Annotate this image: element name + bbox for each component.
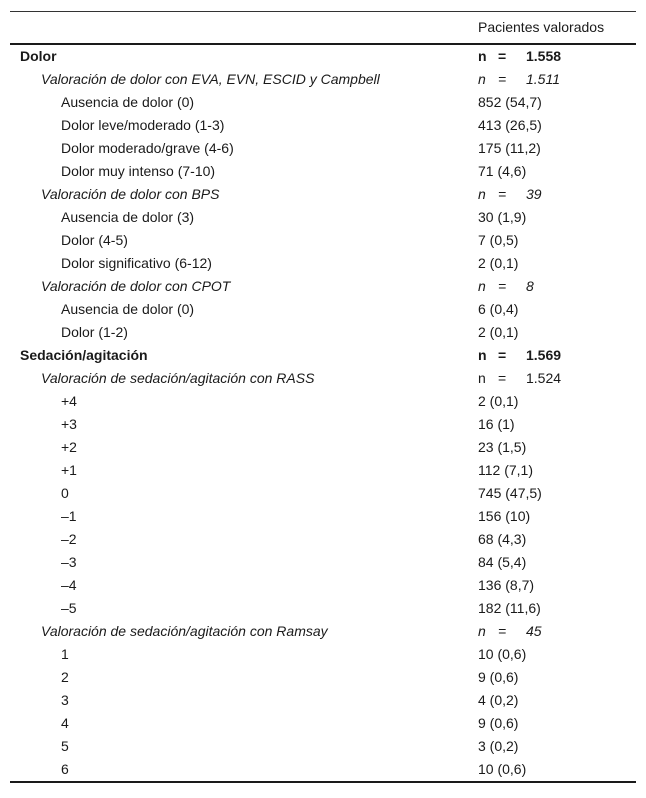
row-label: 2 (61, 669, 69, 685)
row-value (476, 183, 636, 206)
row-value: 175 (11,2) (478, 140, 541, 156)
row-label: 1 (61, 646, 69, 662)
table-row (10, 712, 636, 735)
row-value: 71 (4,6) (478, 163, 527, 179)
equals-symbol: = (498, 186, 507, 202)
equals-symbol: = (498, 370, 507, 386)
row-label: 4 (61, 715, 69, 731)
row-value: 182 (11,6) (478, 600, 541, 616)
n-count: 39 (526, 186, 542, 202)
table-row (10, 298, 636, 321)
row-value: 68 (4,3) (478, 531, 527, 547)
row-value: 852 (54,7) (478, 94, 542, 110)
table-row (10, 436, 636, 459)
row-value: 16 (1) (478, 416, 515, 432)
table-row (10, 551, 636, 574)
table-row (10, 482, 636, 505)
table-row (10, 275, 636, 298)
table-row (10, 114, 636, 137)
row-value: 4 (0,2) (478, 692, 519, 708)
table-row (10, 643, 636, 666)
row-label: +2 (61, 439, 77, 455)
row-label: –2 (61, 531, 77, 547)
table-row (10, 666, 636, 689)
row-value: 156 (10) (478, 508, 531, 524)
row-value: 6 (0,4) (478, 301, 519, 317)
row-label: –4 (61, 577, 77, 593)
row-label: Dolor leve/moderado (1-3) (61, 117, 225, 133)
n-count: 1.569 (526, 347, 562, 363)
row-value: 10 (0,6) (478, 646, 527, 662)
table-row (10, 597, 636, 620)
n-symbol: n (478, 347, 487, 363)
table-row (10, 390, 636, 413)
row-value: 9 (0,6) (478, 669, 519, 685)
row-value (476, 44, 636, 68)
table-row (10, 620, 636, 643)
n-count: 1.558 (526, 48, 562, 64)
table-row (10, 344, 636, 367)
row-value: 2 (0,1) (478, 393, 519, 409)
row-value (476, 620, 636, 643)
n-symbol: n (478, 278, 486, 294)
table-row (10, 528, 636, 551)
n-symbol: n (478, 370, 486, 386)
row-label: 6 (61, 761, 69, 777)
table-row (10, 367, 636, 390)
table-row (10, 413, 636, 436)
row-value: 84 (5,4) (478, 554, 527, 570)
row-value (476, 275, 636, 298)
table-container (10, 11, 636, 783)
table-row (10, 252, 636, 275)
row-value: 30 (1,9) (478, 209, 527, 225)
table-header (10, 12, 636, 45)
equals-symbol: = (498, 623, 507, 639)
n-symbol: n (478, 623, 486, 639)
table-row (10, 758, 636, 782)
table-row (10, 505, 636, 528)
row-label: Valoración de dolor con CPOT (41, 278, 231, 294)
row-value: 9 (0,6) (478, 715, 519, 731)
row-label: Dolor (20, 48, 57, 64)
n-symbol: n (478, 186, 486, 202)
row-value: 23 (1,5) (478, 439, 527, 455)
row-label: Valoración de dolor con EVA, EVN, ESCID y Campbell (41, 71, 380, 87)
row-label: Ausencia de dolor (0) (61, 94, 195, 110)
table-row (10, 137, 636, 160)
header-row (10, 12, 636, 45)
n-count: 8 (526, 278, 534, 294)
header-value-cell: Pacientes valorados (478, 19, 605, 35)
table-row (10, 44, 636, 68)
n-symbol: n (478, 48, 487, 64)
row-value: 413 (26,5) (478, 117, 542, 133)
equals-symbol: = (498, 71, 507, 87)
equals-symbol: = (498, 347, 507, 363)
table-row (10, 91, 636, 114)
row-value: 10 (0,6) (478, 761, 527, 777)
row-label: Valoración de dolor con BPS (41, 186, 220, 202)
header-label-cell (10, 12, 476, 45)
n-symbol: n (478, 71, 486, 87)
row-value: 745 (47,5) (478, 485, 542, 501)
table-row (10, 321, 636, 344)
table-row (10, 689, 636, 712)
row-label: Dolor (4-5) (61, 232, 128, 248)
row-label: +1 (61, 462, 77, 478)
table-body (10, 44, 636, 782)
row-value: 112 (7,1) (478, 462, 533, 478)
table-row (10, 574, 636, 597)
row-label: Sedación/agitación (20, 347, 148, 363)
table-row (10, 183, 636, 206)
row-label: 0 (61, 485, 69, 501)
row-label: Dolor muy intenso (7-10) (61, 163, 216, 179)
row-value (476, 367, 636, 390)
row-value: 2 (0,1) (478, 324, 519, 340)
row-label: Dolor significativo (6-12) (61, 255, 212, 271)
row-label: +4 (61, 393, 77, 409)
row-value (476, 344, 636, 367)
row-label: +3 (61, 416, 77, 432)
row-label: Dolor (1-2) (61, 324, 128, 340)
table-row (10, 160, 636, 183)
table-row (10, 206, 636, 229)
row-label: –1 (61, 508, 77, 524)
table-row (10, 229, 636, 252)
row-label: 3 (61, 692, 69, 708)
pain-sedation-table (10, 11, 636, 783)
n-count: 45 (526, 623, 542, 639)
n-count: 1.524 (526, 370, 562, 386)
n-count: 1.511 (526, 71, 560, 87)
row-label: Dolor moderado/grave (4-6) (61, 140, 234, 156)
row-label: Ausencia de dolor (0) (61, 301, 195, 317)
row-label: 5 (61, 738, 69, 754)
row-label: –3 (61, 554, 77, 570)
table-row (10, 68, 636, 91)
row-value: 3 (0,2) (478, 738, 519, 754)
row-value: 7 (0,5) (478, 232, 519, 248)
equals-symbol: = (498, 48, 507, 64)
row-value: 2 (0,1) (478, 255, 519, 271)
row-value (476, 68, 636, 91)
row-label: Valoración de sedación/agitación con RASS (41, 370, 315, 386)
row-label: Valoración de sedación/agitación con Ramsay (41, 623, 328, 639)
equals-symbol: = (498, 278, 507, 294)
row-label: –5 (61, 600, 77, 616)
table-row (10, 735, 636, 758)
row-label: Ausencia de dolor (3) (61, 209, 195, 225)
table-row (10, 459, 636, 482)
row-value: 136 (8,7) (478, 577, 535, 593)
